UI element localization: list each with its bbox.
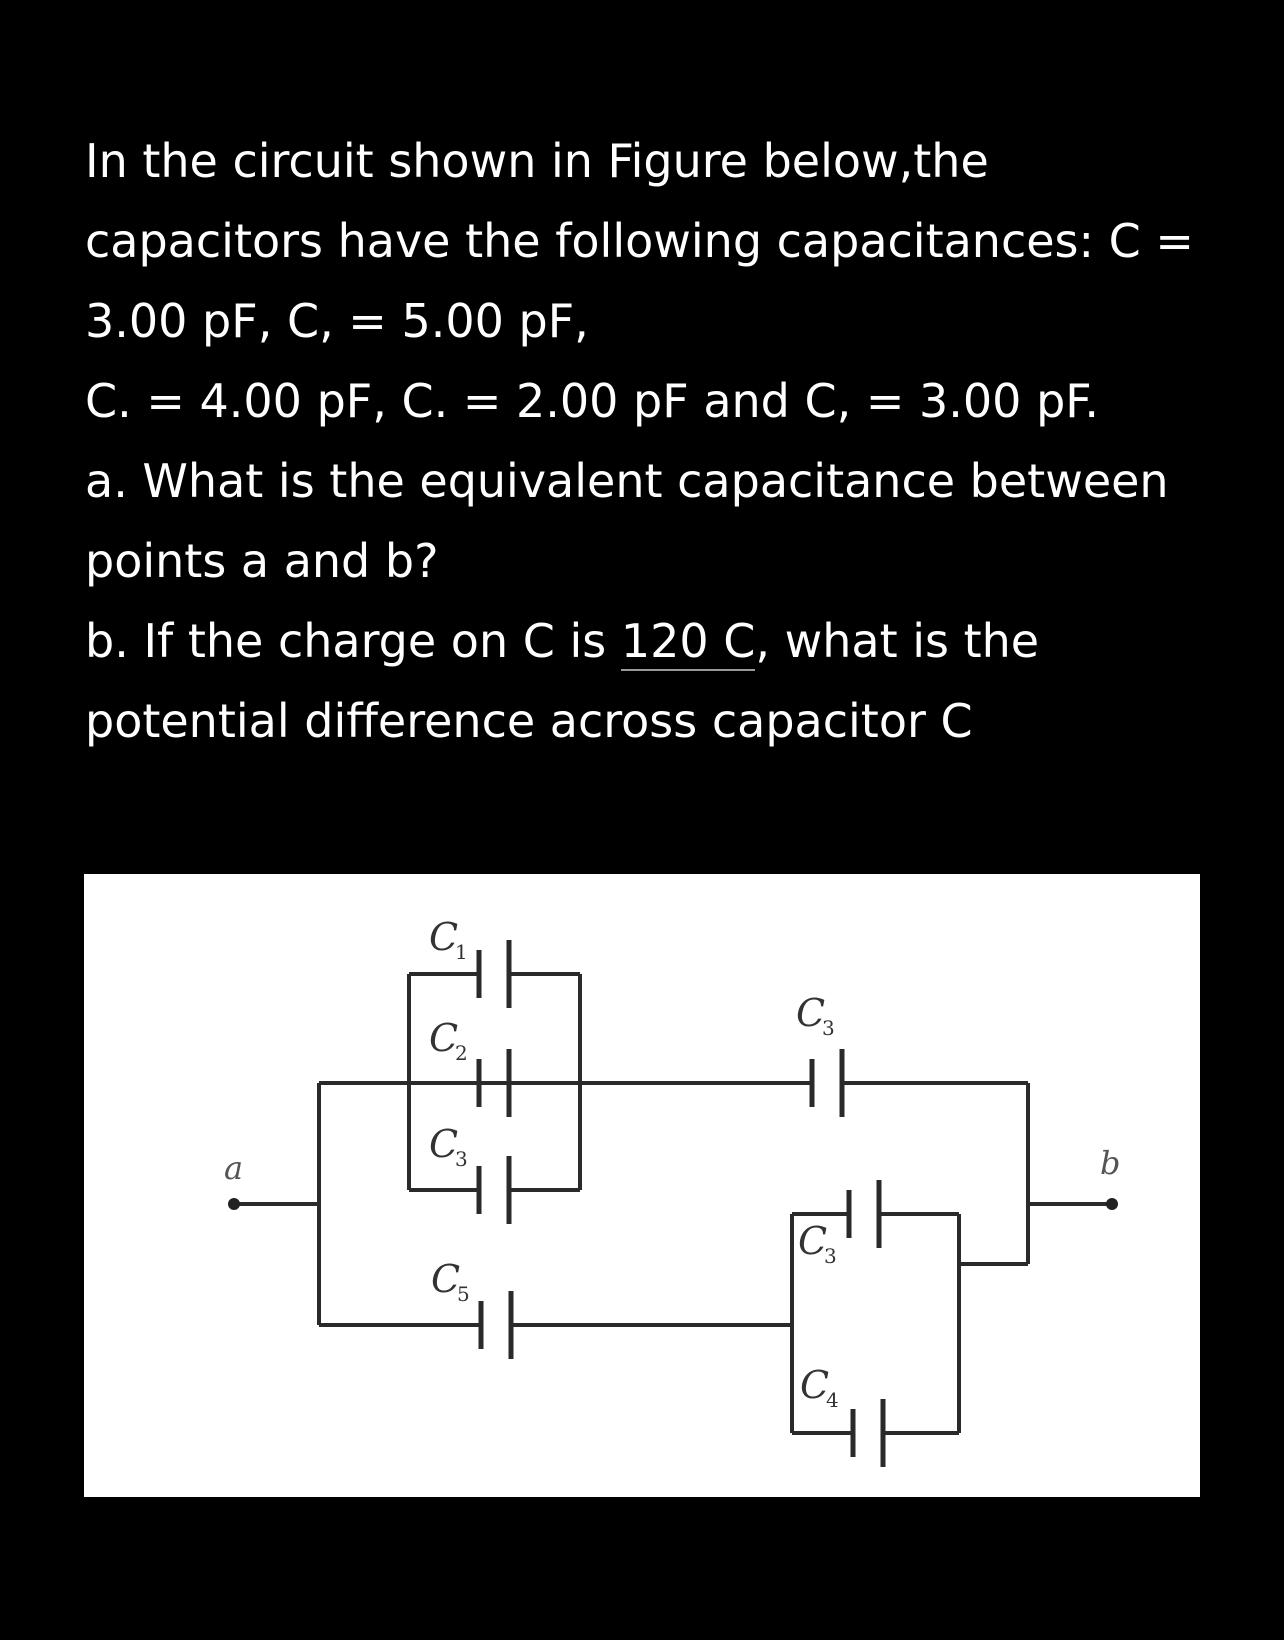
circuit-diagram [84, 874, 1200, 1497]
question-part-a-cont: points a and b? [85, 534, 439, 588]
question-line-1: In the circuit shown in Figure below,the [85, 134, 989, 188]
svg-text:3: 3 [824, 1244, 837, 1268]
svg-text:C: C [429, 915, 459, 959]
question-line-2: capacitors have the following capacitances: C = [85, 214, 1194, 268]
capacitor-c2 [429, 1016, 509, 1117]
svg-text:5: 5 [457, 1282, 470, 1306]
part-b-text: b. If the charge on C is [85, 614, 621, 668]
svg-text:C: C [800, 1363, 830, 1407]
svg-text:3: 3 [455, 1147, 468, 1171]
svg-text:3: 3 [822, 1016, 835, 1040]
node-label-a: a [224, 1149, 244, 1187]
question-line-4: C. = 4.00 pF, C. = 2.00 pF and C, = 3.00 pF. [85, 374, 1099, 428]
svg-text:4: 4 [826, 1388, 839, 1412]
node-label-b: b [1100, 1144, 1121, 1182]
circuit-figure [84, 874, 1200, 1497]
svg-text:C: C [429, 1016, 459, 1060]
capacitor-c5 [431, 1257, 511, 1359]
question-part-a: a. What is the equivalent capacitance between [85, 454, 1169, 508]
terminal-b-dot [1106, 1198, 1118, 1210]
capacitor-c3-top [796, 991, 842, 1117]
question-text [85, 128, 1225, 768]
capacitor-c1 [429, 915, 509, 1008]
capacitor-c4 [800, 1363, 883, 1467]
svg-text:2: 2 [455, 1041, 468, 1065]
capacitor-c3-left [429, 1122, 509, 1224]
capacitor-c3-right [798, 1180, 879, 1268]
charge-value: 120 C [621, 614, 756, 671]
terminal-a-dot [228, 1198, 240, 1210]
svg-text:C: C [431, 1257, 461, 1301]
svg-text:C: C [429, 1122, 459, 1166]
circuit-wires [234, 974, 1112, 1433]
question-part-b-cont: potential difference across capacitor C [85, 694, 973, 748]
part-b-text-end: , what is the [755, 614, 1040, 668]
question-part-b [85, 608, 1225, 688]
svg-text:C: C [796, 991, 826, 1035]
svg-text:1: 1 [455, 940, 468, 964]
question-line-3: 3.00 pF, C, = 5.00 pF, [85, 294, 589, 348]
svg-text:C: C [798, 1219, 828, 1263]
